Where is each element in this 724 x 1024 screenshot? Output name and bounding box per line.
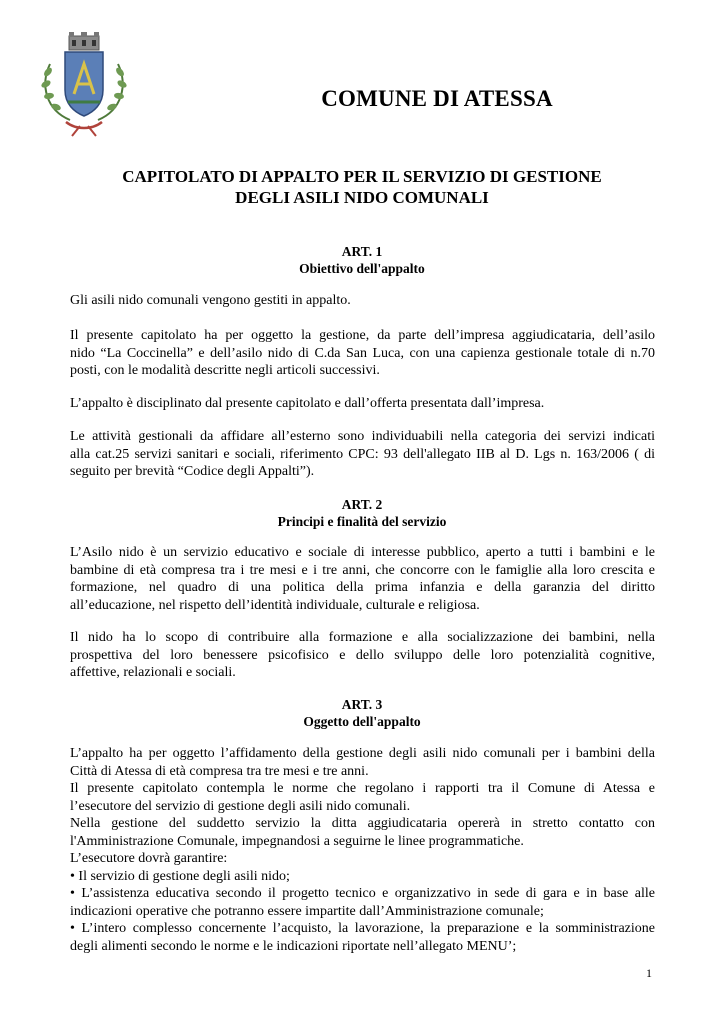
text-line: L’appalto è disciplinato dal presente capitolato e dall’offerta presentata dall’impresa.: [70, 396, 545, 411]
text-line: bambine di età compresa tra i tre mesi e i tre anni, che concorre con le famiglie alla loro crescita e: [70, 562, 655, 578]
text-line: L’appalto ha per oggetto l’affidamento della gestione degli asili nido comunali per i bambini della: [70, 746, 655, 761]
coat-of-arms-icon: [36, 30, 132, 142]
article-number: ART. 3: [341, 697, 383, 712]
text-line: L’esecutore dovrà garantire:: [70, 851, 228, 866]
document-title-line: CAPITOLATO DI APPALTO PER IL SERVIZIO DI GESTIONE: [122, 167, 602, 186]
article-title: Principi e finalità del servizio: [277, 514, 447, 529]
text-line: • Il servizio di gestione degli asili nido;: [70, 868, 290, 884]
document-title-line: DEGLI ASILI NIDO COMUNALI: [235, 188, 489, 207]
article-number: ART. 2: [341, 497, 383, 512]
text-line: l'Amministrazione Comunale, impegnandosi a seguirne le linee programmatiche.: [70, 833, 524, 849]
text-line: Il nido ha lo scopo di contribuire alla formazione e alla socializzazione dei bambini, nella: [70, 630, 655, 645]
text-line: • L’assistenza educativa secondo il progetto tecnico e organizzativo in sede di gara e in base alle: [70, 886, 655, 901]
paragraph: [70, 395, 655, 413]
text-line: prospettiva del loro benessere psicofisico e dello sviluppo delle loro potenzialità cognitive,: [70, 647, 655, 663]
town-name: COMUNE DI ATESSA: [321, 86, 553, 111]
document-title: [70, 166, 654, 208]
paragraph: [70, 745, 655, 955]
article-title: Oggetto dell'appalto: [303, 714, 421, 729]
text-line: Il presente capitolato contempla le norme che regolano i rapporti tra il Comune di Atessa e: [70, 781, 655, 796]
text-line: l’esecutore del servizio di gestione degli asili nido comunali.: [70, 798, 411, 814]
paragraph: [70, 428, 655, 481]
text-line: • L’intero complesso concernente l’acquisto, la lavorazione, la preparazione e la somministrazione: [70, 921, 655, 936]
paragraph: [70, 292, 655, 310]
article-heading: [70, 496, 654, 530]
article-title: Obiettivo dell'appalto: [299, 261, 425, 276]
text-line: L’Asilo nido è un servizio educativo e sociale di interesse pubblico, aperto a tutti i bambini e le: [70, 545, 655, 560]
paragraph: [70, 629, 655, 682]
text-line: formazione, nel quadro di una politica della prima infanzia e della garanzia del diritto: [70, 580, 655, 595]
paragraph: [70, 327, 655, 380]
text-line: indicazioni operative che potranno essere impartite dall’Amministrazione comunale;: [70, 903, 544, 919]
text-line: all’educazione, nel rispetto dell’identità individuale, culturale e religiosa.: [70, 597, 480, 613]
text-line: alla cat.25 servizi sanitari e sociali, riferimento CPC: 93 dell'allegato IIB al D. Lgs n. 163/2006 ( di: [70, 446, 655, 462]
text-line: Le attività gestionali da affidare all’esterno sono individuabili nella categoria dei servizi indicati: [70, 429, 655, 444]
text-line: Gli asili nido comunali vengono gestiti in appalto.: [70, 293, 351, 308]
paragraph: [70, 544, 655, 614]
text-line: Il presente capitolato ha per oggetto la gestione, da parte dell’impresa aggiudicataria, dell’asilo: [70, 328, 655, 343]
text-line: seguito per brevità “Codice degli Appalti”).: [70, 464, 315, 479]
page-number: 1: [646, 966, 652, 980]
article-heading: [70, 243, 654, 277]
text-line: Città di Atessa di età compresa tra tre mesi e tre anni.: [70, 763, 369, 779]
article-number: ART. 1: [341, 244, 383, 259]
text-line: nido “La Coccinella” e dell’asilo nido di C.da San Luca, con una capienza gestionale totale di n.70: [70, 345, 655, 361]
article-heading: [70, 696, 654, 730]
text-line: degli alimenti secondo le norme e le indicazioni riportate nell’allegato MENU’;: [70, 938, 517, 954]
text-line: affettive, relazionali e sociali.: [70, 665, 236, 680]
text-line: posti, con le modalità descritte negli articoli successivi.: [70, 363, 380, 378]
text-line: Nella gestione del suddetto servizio la ditta aggiudicataria opererà in stretto contatto con: [70, 816, 655, 831]
